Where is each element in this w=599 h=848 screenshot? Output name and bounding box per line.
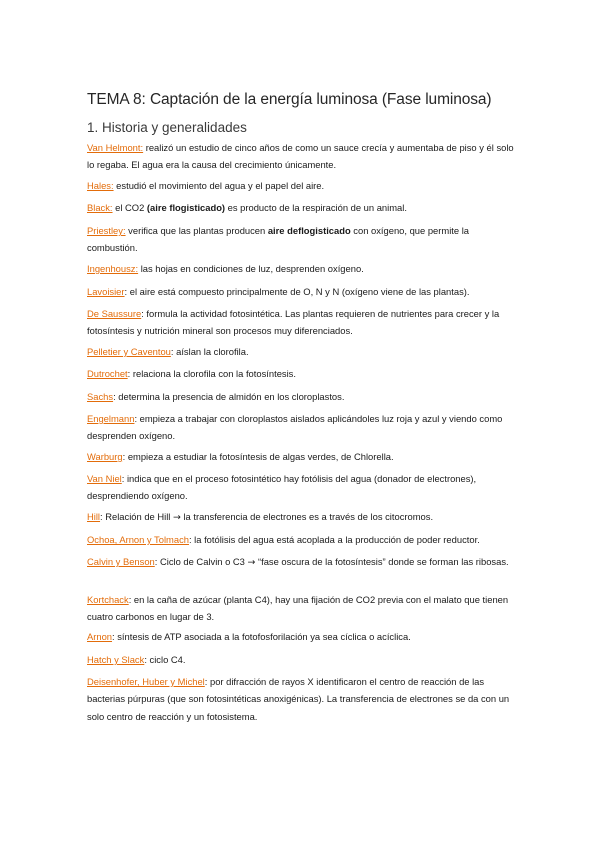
entry-text: : por difracción de rayos X identificaron el centro de reacción de las bacterias púrpuras (que son fotosintéticas anoxigénicas). La transferencia de electrones se da con un solo centro de reacción y un fotosistema. (87, 676, 510, 722)
entry-arnon (87, 628, 519, 645)
entry-text: : empieza a estudiar la fotosíntesis de algas verdes, de Chlorella. (122, 451, 394, 462)
entry-name-link[interactable]: Van Helmont: (87, 142, 144, 153)
entry-kortchack (87, 591, 519, 626)
entry-hatch-slack (87, 651, 519, 668)
entry-text: el CO2 (112, 202, 147, 213)
entry-name-link[interactable]: Sachs (87, 391, 114, 402)
page-title: TEMA 8: Captación de la energía luminosa (Fase luminosa) (87, 91, 492, 108)
entry-name-link[interactable]: Priestley: (87, 225, 126, 236)
entry-name-link[interactable]: Black: (87, 202, 113, 213)
entry-text: : ciclo C4. (144, 654, 186, 665)
entry-text: : aíslan la clorofila. (170, 346, 249, 357)
entry-name-link[interactable]: Van Niel (87, 473, 122, 484)
entry-name-link[interactable]: Calvin y Benson (87, 556, 155, 567)
entry-hales (87, 177, 519, 194)
entry-pelletier-caventou (87, 343, 519, 360)
entry-text: : Relación de Hill (100, 511, 173, 522)
entry-text: con oxígeno, que permite la combustión. (87, 225, 469, 254)
entry-text: : la fotólisis del agua está acoplada a la producción de poder reductor. (188, 534, 480, 545)
entry-engelmann (87, 410, 519, 445)
entry-hill (87, 508, 519, 526)
entry-van-niel (87, 470, 519, 505)
entry-name-link[interactable]: Hales: (87, 180, 114, 191)
entry-name-link[interactable]: Engelmann (87, 413, 135, 424)
entry-bold-term: aire deflogisticado (267, 225, 351, 236)
entry-name-link[interactable]: Dutrochet (87, 368, 128, 379)
entry-black (87, 199, 519, 216)
entry-text: : indica que en el proceso fotosintético hay fotólisis del agua (donador de electrones), desprendiendo oxígeno. (87, 473, 477, 502)
entry-text: verifica que las plantas producen (125, 225, 268, 236)
entry-name-link[interactable]: Deisenhofer, Huber y Michel (87, 676, 205, 687)
entry-name-link[interactable]: Ochoa, Arnon y Tolmach (87, 534, 189, 545)
entry-text: : en la caña de azúcar (planta C4), hay una fijación de CO2 previa con el malato que tienen cuatro carbonos en lugar de 3. (87, 594, 509, 623)
entry-lavoisier (87, 283, 519, 300)
entry-name-link[interactable]: Kortchack (87, 594, 129, 605)
entry-dutrochet (87, 365, 519, 382)
entry-text: las hojas en condiciones de luz, desprenden oxígeno. (138, 263, 364, 274)
entry-ingenhousz (87, 260, 519, 277)
section-heading: 1. Historia y generalidades (87, 120, 247, 135)
entry-text: : el aire está compuesto principalmente de O, N y N (oxígeno viene de las plantas). (124, 286, 470, 297)
entry-warburg (87, 448, 519, 465)
entry-name-link[interactable]: Ingenhousz: (87, 263, 139, 274)
entry-text: : relaciona la clorofila con la fotosíntesis. (127, 368, 296, 379)
entry-name-link[interactable]: Hill (87, 511, 101, 522)
entry-text: : empieza a trabajar con cloroplastos aislados aplicándoles luz roja y azul y viendo como desprenden oxígeno. (87, 413, 503, 442)
entry-name-link[interactable]: Lavoisier (87, 286, 125, 297)
entry-text: “fase oscura de la fotosíntesis” donde se forman las ribosas. (255, 556, 509, 567)
right-arrow-icon: → (247, 557, 256, 568)
entry-name-link[interactable]: Arnon (87, 631, 113, 642)
entry-text: la transferencia de electrones es a través de los citocromos. (180, 511, 434, 522)
entry-calvin-benson (87, 553, 519, 571)
entry-priestley (87, 222, 519, 257)
entry-text: : síntesis de ATP asociada a la fotofosforilación ya sea cíclica o acíclica. (112, 631, 411, 642)
entry-text: : Ciclo de Calvin o C3 (154, 556, 248, 567)
entry-name-link[interactable]: De Saussure (87, 308, 142, 319)
entry-van-helmont (87, 139, 519, 174)
entry-deisenhofer-huber-michel (87, 673, 519, 725)
entry-sachs (87, 388, 519, 405)
entry-text: estudió el movimiento del agua y el papel del aire. (113, 180, 325, 191)
right-arrow-icon: → (172, 512, 181, 523)
entry-text: : determina la presencia de almidón en los cloroplastos. (113, 391, 345, 402)
entry-bold-term: (aire flogisticado) (146, 202, 226, 213)
entry-de-saussure (87, 305, 519, 340)
entry-text: realizó un estudio de cinco años de como un sauce crecía y aumentaba de piso y él solo lo regaba. El agua era la causa del crecimiento únicamente. (87, 142, 514, 171)
entry-name-link[interactable]: Pelletier y Caventou (87, 346, 171, 357)
entry-name-link[interactable]: Hatch y Slack (87, 654, 145, 665)
entry-name-link[interactable]: Warburg (87, 451, 123, 462)
entry-text: es producto de la respiración de un animal. (225, 202, 407, 213)
entry-text: : formula la actividad fotosintética. Las plantas requieren de nutrientes para crecer y la fotosíntesis y nutrición mineral son procesos muy diferenciados. (87, 308, 500, 337)
entry-ochoa-arnon-tolmach (87, 531, 519, 548)
